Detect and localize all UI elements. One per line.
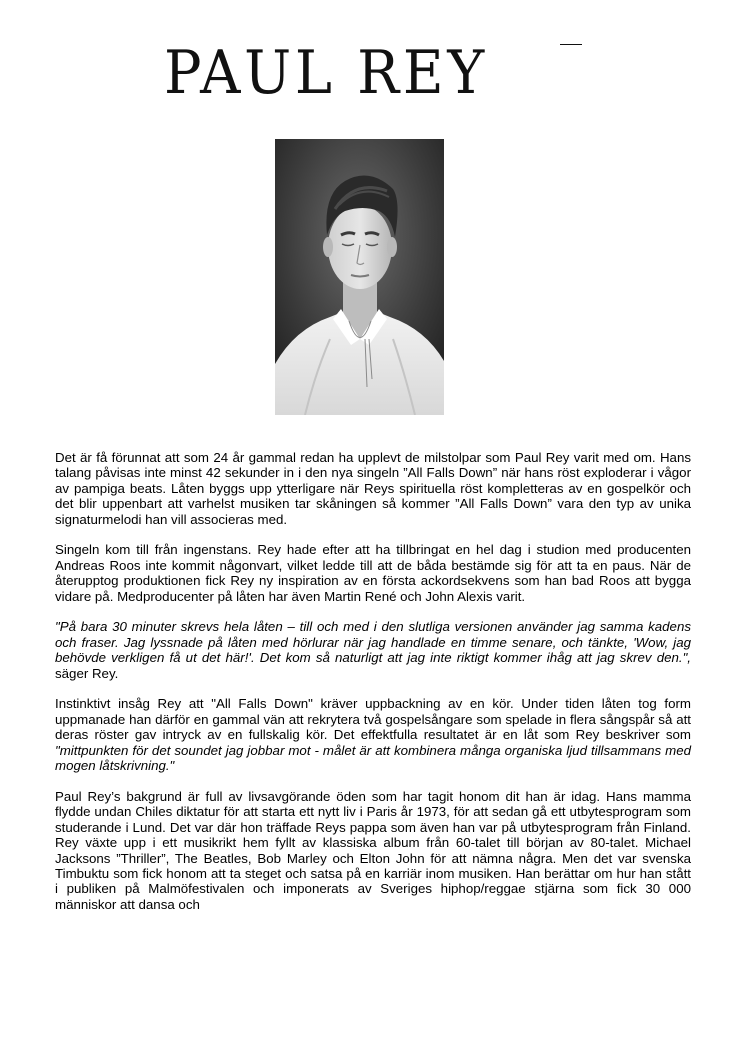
paragraph-quote [55,619,691,681]
press-release-body [55,450,691,928]
choir-text: Instinktivt insåg Rey att "All Falls Down" kräver uppbackning av en kör. Under tiden låten tog form uppmanade han därför en gammal vän att rekrytera två gospelsångare som spelade in flera sångspår så att deras röster gav intryck av en fullskalig kör. Det effektfulla resultatet är en låt som Rey beskriver som [55,696,691,743]
quote-attribution: säger Rey. [55,665,119,681]
paragraph-choir [55,696,691,773]
paragraph-origin: Singeln kom till från ingenstans. Rey hade efter att ha tillbringat en hel dag i studion med producenten Andreas Roos inte kommit någonvart, vilket ledde till att de båda bestämde sig för att ta en paus. När de återupptog produktionen fick Rey ny inspiration av en första ackordsekvens som han bad Roos att bygga vidare på. Medproducenter på låten har även Martin René och John Alexis varit. [55,542,691,604]
artist-quote: "På bara 30 minuter skrevs hela låten – till och med i den slutliga versionen använder jag samma kadens och fraser. Jag lyssnade på låten med hörlurar när jag handlade en timme senare, och tänkte, 'Wow, jag behövde verkligen få ut det här!'. Det kom så naturligt att jag inte riktigt kommer ihåg att jag skrev den.", [55,619,691,666]
paragraph-background: Paul Rey’s bakgrund är full av livsavgörande öden som har tagit honom dit han är idag. Hans mamma flydde undan Chiles diktatur för att starta ett nytt liv i Paris år 1973, för att sedan gå ett utbytesprogram som studerande i Lund. Det var där hon träffade Reys pappa som även han var på utbytesprogram från Finland. Rey växte upp i ett musikrikt hem fyllt av klassiska album från 60-talet till början av 80-talet. Michael Jacksons ”Thriller”, The Beatles, Bob Marley och Elton John för att nämna några. Men det var svenska Timbuktu som fick honom att ta steget och satsa på en karriär inom musiken. Han berättar om hur han stått i publiken på Malmöfestivalen och imponerats av Sveriges hiphop/reggae stjärna som fick 30 000 människor att dansa och [55,788,691,912]
logo-text: PAUL REY [164,38,488,108]
choir-quote: "mittpunkten för det soundet jag jobbar mot - målet är att kombinera många organiska ljud tillsammans med mogen låtskrivning." [55,742,691,774]
artist-logo [164,38,584,108]
artist-portrait-photo [275,139,444,415]
portrait-image [275,139,444,415]
logo-bar-right [560,44,582,45]
paragraph-intro: Det är få förunnat att som 24 år gammal redan ha upplevt de milstolpar som Paul Rey varit med om. Hans talang påvisas inte minst 42 sekunder in i den nya singeln ”All Falls Down” när hans röst exploderar i vågor av pampiga beats. Låten byggs upp ytterligare när Reys spirituella röst kompletteras av en gospelkör och det blir uppenbart att varhelst musiken tar skåningen så kommer ”All Falls Down” vara den typ av unika signaturmelodi han vill associeras med. [55,450,691,527]
